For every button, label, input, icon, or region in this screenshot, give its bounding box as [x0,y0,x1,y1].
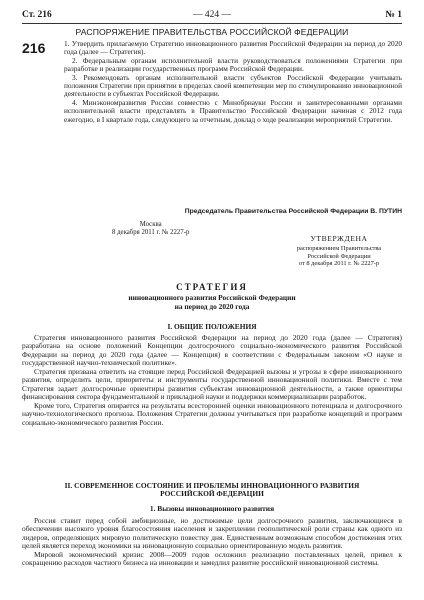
order-item-1: 1. Утвердить прилагаемую Стратегию инновационного развития Российской Федерации на период до 2020 года (далее — Стратегия). [64,39,402,57]
issue-number: № 1 [385,10,402,20]
order-items [64,40,402,124]
approved-line-3: от 8 декабря 2011 г. № 2227-р [298,260,380,268]
page-number: — 424 — [193,10,231,20]
approved-line-1: распоряжением Правительства [296,245,382,253]
order-item-3: 3. Рекомендовать органам исполнительной власти субъектов Российской Федерации учитывать положения Стратегии при принятии в пределах своей компетенции мер по стимулированию инновационной деятельности в субъектах Российской Федерации. [64,72,402,99]
place-date [112,221,189,237]
approval-stamp [274,235,404,268]
order-number: 216 [22,40,46,56]
paragraph: Стратегия призвана ответить на стоящие перед Российской Федерацией вызовы и угрозы в сфере инновационного развития, определить цели, приоритеты и инструменты государственной инновационной политики. Вместе с тем Стратегия задает долгосрочные ориентиры развития субъектам инновационной деятельности, а также ориентиры финансирования сектора фундаментальной и прикладной науки и поддержки коммерциализации разработок. [22,366,402,402]
section-2-heading-line-2: РОССИЙСКОЙ ФЕДЕРАЦИИ [160,489,264,499]
strategy-subtitle-line-2: на период до 2020 года [174,301,250,311]
order-item-4: 4. Минэкономразвития России совместно с Минобрнауки России и заинтересованными органами исполнительной власти представлять в Правительство Российской Федерации начиная с 2012 года ежегодно, в I квартале года, следующего за отчетным, доклад о ходе реализации мероприятий Стратегии. [64,97,402,124]
subsection-1-heading: 1. Вызовы инновационного развития [149,504,275,513]
date-number: 8 декабря 2011 г. № 2227-р [112,229,190,236]
header-rule [22,23,402,24]
running-header [22,10,402,22]
strategy-subtitle-line-1: инновационного развития Российской Федерации [128,293,296,302]
paragraph: Россия ставит перед собой амбициозные, но достижимые цели долгосрочного развития, заключающиеся в обеспечении высокого уровня благосостояния населения и закреплении геополитической роли страны как одного из лидеров, определяющих мировую политическую повестку дня. Единственным возможным способом достижения этих целей является переход экономики на инновационную социально ориентированную модель развития. [22,516,402,551]
strategy-title: СТРАТЕГИЯ [176,282,248,292]
article-number: Ст. 216 [22,10,52,20]
strategy-subtitle [22,294,402,311]
approved-line-2: Российской Федерации [307,252,371,260]
section-1-heading: I. ОБЩИЕ ПОЛОЖЕНИЯ [167,322,257,331]
place: Москва [139,221,162,228]
section-2-heading-line-1: II. СОВРЕМЕННОЕ СОСТОЯНИЕ И ПРОБЛЕМЫ ИННОВАЦИОННОГО РАЗВИТИЯ [64,481,360,490]
paragraph: Мировой экономический кризис 2008—2009 годов осложнил реализацию поставленных целей, привел к сокращению расходов частного бизнеса на инновации и замедлил развитие российской инновационной системы. [22,549,402,568]
section-2-body [22,517,402,568]
approved-title: УТВЕРЖДЕНА [310,234,368,243]
section-2-heading [50,482,374,499]
paragraph: Кроме того, Стратегия опирается на результаты всесторонней оценки инновационного потенциала и долгосрочного научно-технологического прогноза. Положения Стратегии должны учитываться при разработке концепций и программ социально-экономического развития России. [22,400,402,427]
document-type-heading: РАСПОРЯЖЕНИЕ ПРАВИТЕЛЬСТВА РОССИЙСКОЙ ФЕДЕРАЦИИ [75,27,349,37]
order-item-2: 2. Федеральным органам исполнительной власти руководствоваться положениями Стратегии при разработке и реализации государственных программ Российской Федерации. [64,55,402,74]
signature-line: Председатель Правительства Российской Федерации В. ПУТИН [184,208,402,215]
section-1-body [22,334,402,427]
paragraph: Стратегия инновационного развития Российской Федерации на период до 2020 года (далее — Стратегия) разработана на основе положений Концепции долгосрочного социально-экономического развития Российской Федерации на период до 2020 года (далее — Концепция) в соответствии с Федеральным законом «О науке и государственной научно-технической политике». [22,333,402,368]
